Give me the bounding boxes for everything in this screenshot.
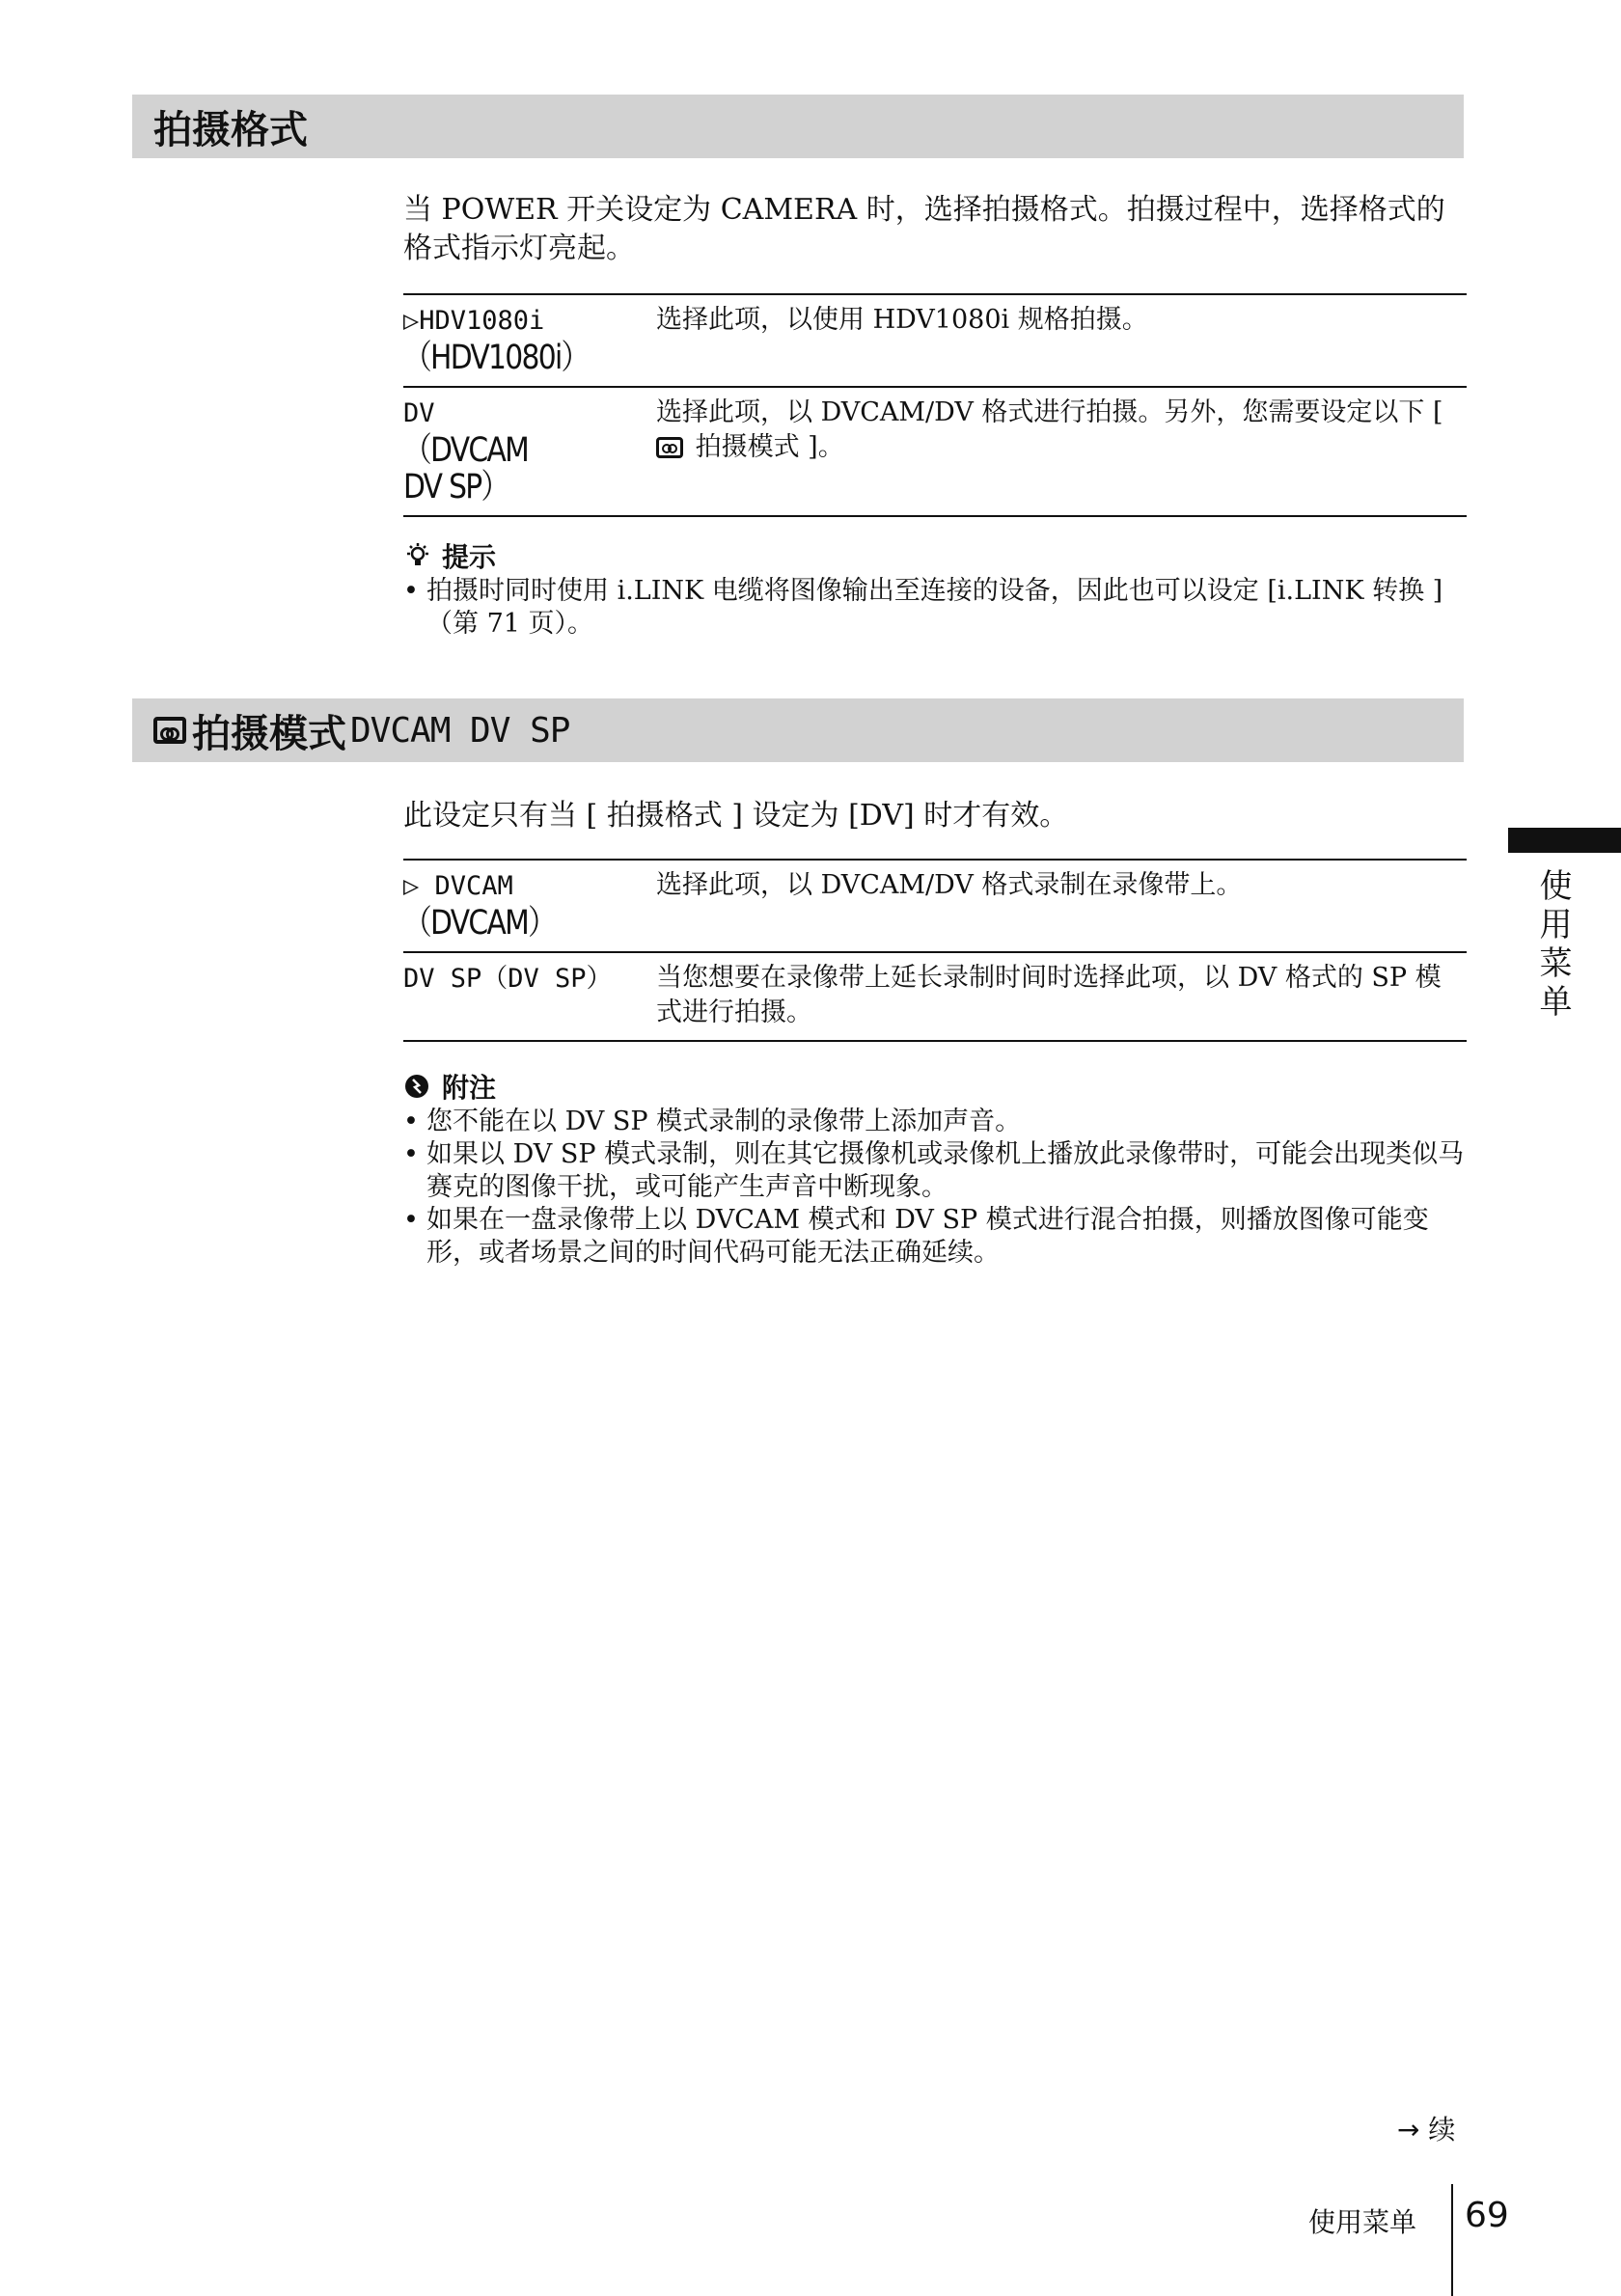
- option-name: DV: [403, 398, 435, 428]
- option-name: ▷ DVCAM: [403, 871, 513, 901]
- option-name-cell: [403, 387, 656, 516]
- option-name: ▷HDV1080i: [403, 306, 545, 336]
- option-display-indicator: （DVCAM: [403, 431, 529, 470]
- note-heading-label: 附注: [442, 1072, 497, 1104]
- list-item: • 您不能在以 DV SP 模式录制的录像带上添加声音。: [403, 1106, 1467, 1138]
- option-name-cell: [403, 294, 656, 387]
- hint-list: [403, 575, 1467, 641]
- section-intro: 当 POWER 开关设定为 CAMERA 时，选择拍摄格式。拍摄过程中，选择格式的格式指示灯亮起。: [403, 193, 1445, 265]
- section-header-recording-format: [132, 95, 1464, 158]
- section-title: 拍摄格式: [153, 107, 308, 152]
- option-desc: 选择此项，以使用 HDV1080i 规格拍摄。: [656, 294, 1467, 387]
- options-table: [403, 859, 1467, 1042]
- option-desc: 选择此项，以 DVCAM/DV 格式进行拍摄。另外，您需要设定以下 [: [656, 397, 1443, 427]
- list-item: • 如果在一盘录像带上以 DVCAM 模式和 DV SP 模式进行混合拍摄，则播放图像可能变形，或者场景之间的时间代码可能无法正确延续。: [403, 1204, 1467, 1270]
- page-number: 69: [1465, 2196, 1509, 2235]
- note-list: [403, 1106, 1467, 1270]
- option-desc: 当您想要在录像带上延长录制时间时选择此项，以 DV 格式的 SP 模式进行拍摄。: [656, 952, 1467, 1041]
- footer-section-label: 使用菜单: [1308, 2206, 1417, 2238]
- option-name: DV SP（DV SP）: [403, 964, 613, 994]
- table-row: [403, 294, 1467, 387]
- footer-divider: [1451, 2184, 1453, 2296]
- continued-indicator: → 续: [1397, 2114, 1456, 2146]
- list-item: • 拍摄时同时使用 i.LINK 电缆将图像输出至连接的设备，因此也可以设定 [i.LINK 转换 ]（第 71 页）。: [403, 575, 1467, 641]
- side-tab-label: 使用菜单: [1533, 868, 1572, 1023]
- option-desc: 选择此项，以 DVCAM/DV 格式录制在录像带上。: [656, 860, 1467, 952]
- section-title-indicators: DVCAM DV SP: [350, 710, 570, 751]
- tape-icon: [153, 717, 186, 744]
- section-title-text: 拍摄模式: [192, 711, 346, 756]
- side-tab-marker: [1508, 828, 1621, 853]
- hint-heading: [403, 536, 496, 575]
- option-desc-suffix: 拍摄模式 ]。: [687, 432, 844, 462]
- note-heading: [403, 1067, 496, 1106]
- tape-icon: [656, 437, 683, 458]
- option-name-cell: [403, 860, 656, 952]
- table-row: [403, 860, 1467, 952]
- hint-heading-label: 提示: [442, 541, 497, 573]
- section-header-rec-mode: [132, 698, 1464, 762]
- section-title: [132, 703, 569, 758]
- option-display-indicator: （DVCAM）: [403, 904, 556, 943]
- section-intro: 此设定只有当 [ 拍摄格式 ] 设定为 [DV] 时才有效。: [403, 799, 1069, 833]
- option-name-cell: [403, 952, 656, 1041]
- options-table: [403, 293, 1467, 517]
- note-icon: [403, 1073, 430, 1100]
- option-display-indicator: DV SP）: [403, 468, 508, 506]
- option-desc-cell: [656, 387, 1467, 516]
- table-row: [403, 952, 1467, 1041]
- option-display-indicator: （HDV1080i）: [403, 339, 589, 377]
- list-item: • 如果以 DV SP 模式录制，则在其它摄像机或录像机上播放此录像带时，可能会出现类似马赛克的图像干扰，或可能产生声音中断现象。: [403, 1138, 1467, 1204]
- table-row: [403, 387, 1467, 516]
- lightbulb-icon: [403, 541, 432, 570]
